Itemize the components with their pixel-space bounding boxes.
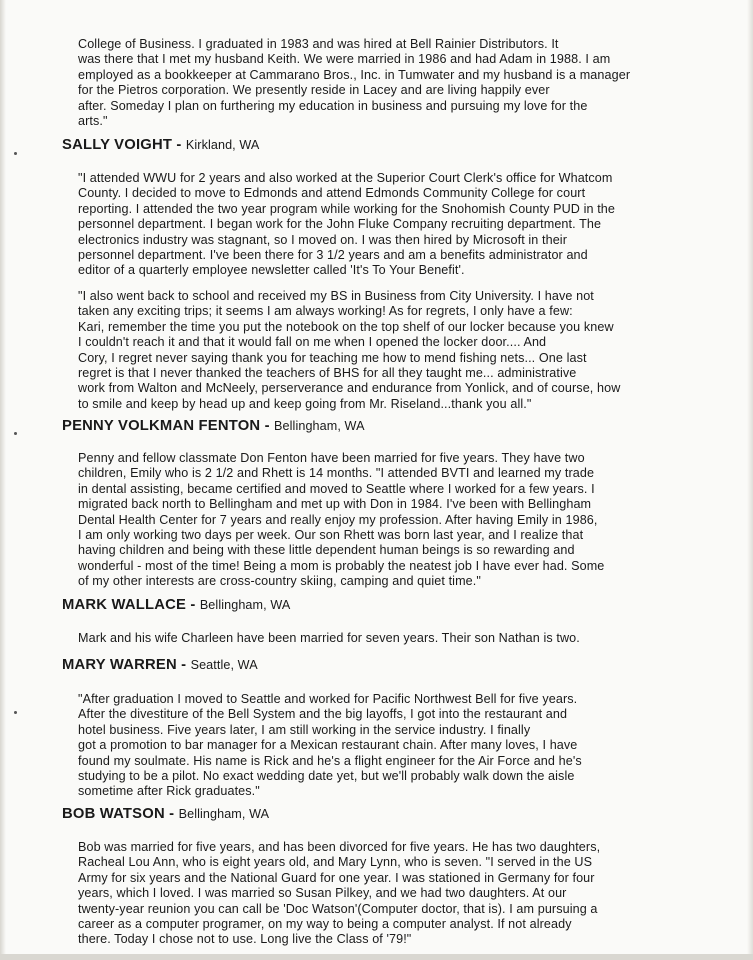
intro-paragraph: College of Business. I graduated in 1983 and was hired at Bell Rainier Distributors. It was there that I met my husband Keith. We were married in 1986 and had Adam in 1988. I am employed as a bookkeeper at Cammarano Bros., Inc. in Tumwater and my husband is a manager for the Pietros corporation. We presently reside in Lacey and are living happily ever after. Someday I plan on furthering my education in business and pursuing my love for the arts." <box>78 37 631 129</box>
page-edge-shadow <box>0 0 6 960</box>
entry-name: SALLY VOIGHT <box>62 137 173 153</box>
entry-paragraph: "After graduation I moved to Seattle and worked for Pacific Northwest Bell for five years. After the divestiture of the Bell System and the big layoffs, I got into the restaurant and hotel business. Five years later, I am still working in the service industry. I finally got a promotion to bar manager for a Mexican restaurant chain. After many loves, I have found my soulmate. His name is Rick and he's a flight engineer for the Air Force and he's studying to be a pilot. No exact wedding date yet, but we'll probably walk down the aisle sometime after Rick graduates." <box>78 692 582 799</box>
entry-name: MARK WALLACE <box>62 597 187 613</box>
entry-paragraph: Mark and his wife Charleen have been married for seven years. Their son Nathan is two. <box>78 631 580 645</box>
entry-heading-mark-wallace: MARK WALLACE - Bellingham, WA <box>62 597 291 613</box>
entry-location: Kirkland, WA <box>185 138 260 152</box>
entry-location: Bellingham, WA <box>199 598 291 612</box>
entry-name: PENNY VOLKMAN FENTON <box>62 418 261 434</box>
page-edge-shadow <box>747 0 753 960</box>
margin-dot <box>14 432 17 435</box>
margin-dot <box>14 152 17 155</box>
entry-location: Bellingham, WA <box>178 807 270 821</box>
margin-dot <box>14 711 17 714</box>
entry-name: MARY WARREN <box>62 657 177 673</box>
entry-location: Seattle, WA <box>190 658 258 672</box>
entry-paragraph: "I also went back to school and received my BS in Business from City University. I have not taken any exciting trips; it seems I am always working! As for regrets, I only have a few: Kari, remember the time you put the notebook on the top shelf of our locker because you knew I couldn't reach it and that it would fall on me when I opened the locker door.... And Cory, I regret never saying thank you for teaching me how to mend fishing nets... One last regret is that I never thanked the teachers of BHS for all they taught me... administrative work from Walton and McNeely, perserverance and endurance from Yonlick, and of course, how to smile and keep by head up and keep going from Mr. Riseland...thank you all." <box>78 289 621 411</box>
entry-paragraph: Bob was married for five years, and has been divorced for five years. He has two daughters, Racheal Lou Ann, who is eight years old, and Mary Lynn, who is seven. "I served in the US Army for six years and the National Guard for one year. I was stationed in Germany for four years, which I loved. I was married so Susan Pilkey, and we had two daughters. At our twenty-year reunion you can call be 'Doc Watson'(Computer doctor, that is). I am pursuing a career as a computer programer, on my way to being a computer analyst. If not already there. Today I chose not to use. Long live the Class of '79!" <box>78 840 601 947</box>
entry-name: BOB WATSON <box>62 806 165 822</box>
entry-location: Bellingham, WA <box>274 419 365 433</box>
entry-heading-sally-voight: SALLY VOIGHT - Kirkland, WA <box>62 137 260 153</box>
page-edge-shadow <box>0 954 753 960</box>
entry-paragraph: "I attended WWU for 2 years and also worked at the Superior Court Clerk's office for Whatcom County. I decided to move to Edmonds and attend Edmonds Community College for court reporting. I attended the two year program while working for the Snohomish County PUD in the personnel department. I began work for the John Fluke Company recruiting department. The electronics industry was stagnant, so I moved on. I was then hired by Microsoft in their personnel department. I've been there for 3 1/2 years and am a benefits administrator and editor of a quarterly employee newsletter called 'It's To Your Benefit'. <box>78 171 616 278</box>
entry-heading-penny-volkman-fenton: PENNY VOLKMAN FENTON - Bellingham, WA <box>62 418 365 434</box>
entry-paragraph: Penny and fellow classmate Don Fenton have been married for five years. They have two children, Emily who is 2 1/2 and Rhett is 14 months. "I attended BVTI and learned my trade in dental assisting, became certified and moved to Seattle where I worked for a few years. I migrated back north to Bellingham and met up with Don in 1984. I've been with Bellingham Dental Health Center for 7 years and really enjoy my profession. After having Emily in 1986, I am only working two days per week. Our son Rhett was born last year, and I realize that having children and being with these little dependent human beings is so rewarding and wonderful - most of the time! Being a mom is probably the neatest job I have ever had. Some of my other interests are cross-country skiing, camping and quiet time." <box>78 451 605 589</box>
entry-heading-mary-warren: MARY WARREN - Seattle, WA <box>62 657 258 673</box>
entry-heading-bob-watson: BOB WATSON - Bellingham, WA <box>62 806 270 822</box>
